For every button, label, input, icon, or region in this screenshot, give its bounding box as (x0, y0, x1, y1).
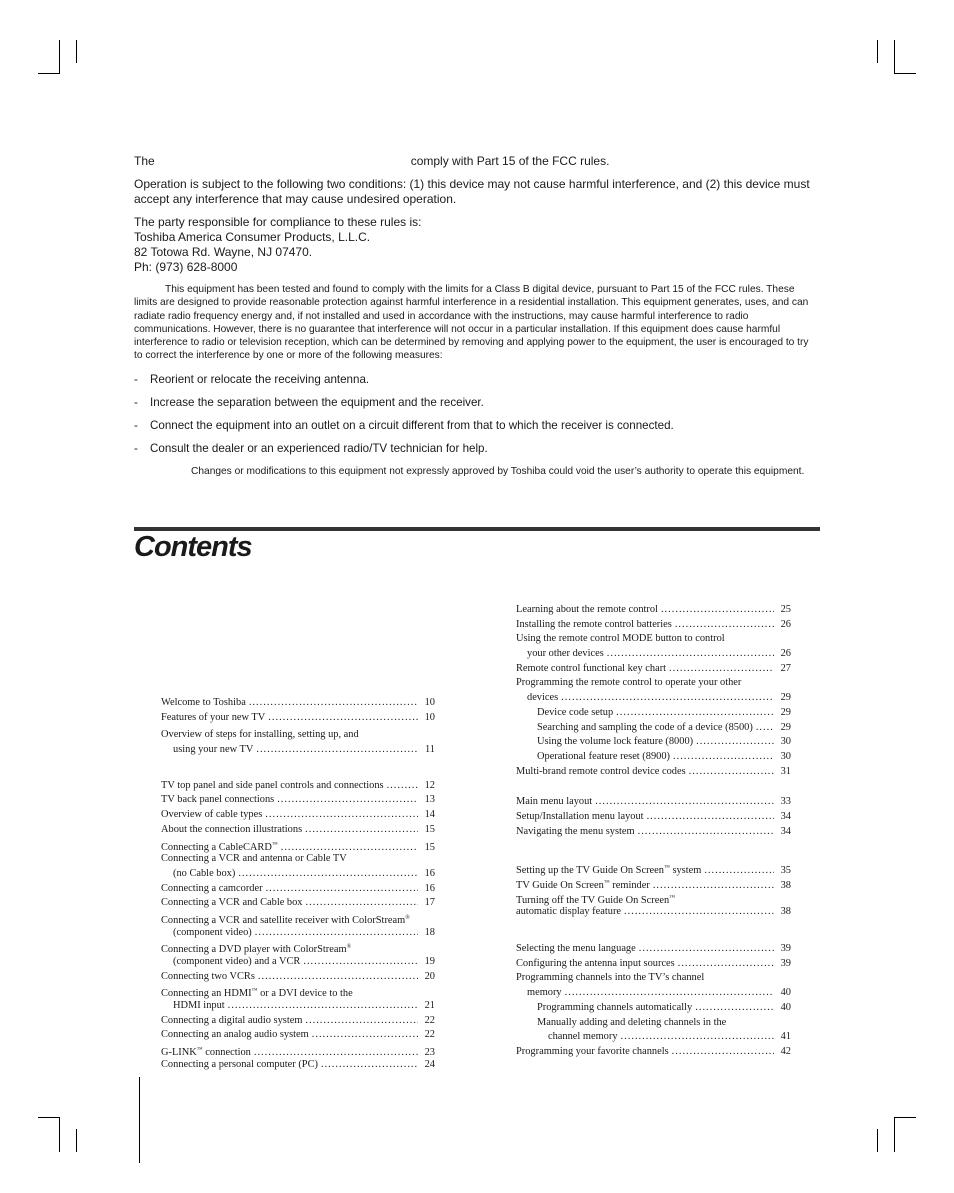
toc-entry-first-line: Connecting a VCR and satellite receiver with ColorStream (161, 914, 406, 926)
toc-entry-title: TV top panel and side panel controls and connections (161, 779, 384, 791)
toc-entry[interactable] (161, 823, 435, 838)
measure-text: Increase the separation between the equipment and the receiver. (150, 396, 484, 409)
crop-mark (894, 1117, 895, 1152)
toc-entry-title: using your new TV (173, 744, 254, 756)
toc-leader (277, 793, 418, 808)
bullet-dash: - (134, 396, 138, 409)
toc-entry-title: Navigating the menu system (516, 825, 635, 837)
toc-entry[interactable] (516, 905, 791, 920)
crop-mark (76, 1129, 77, 1152)
toc-entry[interactable] (161, 1014, 435, 1029)
toc-leader (756, 721, 774, 736)
party-line: Toshiba America Consumer Products, L.L.C. (134, 230, 371, 244)
party-line: The party responsible for compliance to these rules is: (134, 215, 422, 229)
trademark-symbol: ™ (603, 880, 610, 886)
toc-page-number: 13 (424, 794, 435, 806)
toc-page-number: 35 (780, 865, 791, 877)
toc-leader (678, 957, 774, 972)
toc-leader (306, 896, 418, 911)
crop-mark (894, 73, 916, 74)
fcc-measures-list (134, 372, 818, 456)
toc-entry[interactable] (516, 942, 791, 957)
crop-mark (894, 1117, 916, 1118)
fcc-statement: This equipment has been tested and found to comply with the limits for a Class B digital device, pursuant to Part 15 of the FCC rules. These limits are designed to provide reasonable protection against harmful interference in a residential installation. This equipment generates, uses, and can radiate radio frequency energy and, if not installed and used in accordance with the instructions, may cause harmful interference to radio communications. However, there is no guarantee that interference will not occur in a particular installation. If this equipment does cause harmful interference to radio or television reception, which can be determined by removing and applying power to the equipment, the user is encouraged to try to correct the interference by one or more of the following measures: (134, 284, 809, 362)
toc-entry-title: Remote control functional key chart (516, 662, 667, 674)
toc-entry[interactable] (516, 1001, 791, 1016)
toc-page-number: 40 (780, 1001, 791, 1013)
toc-leader (565, 986, 774, 1001)
bullet-dash: - (134, 419, 138, 432)
crop-mark (59, 1117, 60, 1152)
toc-entry-title: channel memory (548, 1031, 618, 1043)
toc-entry[interactable] (516, 986, 791, 1001)
toc-entry-title: TV Guide On Screen (516, 880, 604, 891)
toc-page-number: 19 (424, 956, 435, 967)
toc-entry[interactable] (161, 711, 435, 726)
toc-leader (616, 706, 774, 721)
party-line: 82 Totowa Rd. Wayne, NJ 07470. (134, 245, 313, 259)
toc-entry-title: Programming your favorite channels (516, 1045, 669, 1057)
toc-page-number: 33 (780, 796, 791, 808)
toc-entry[interactable] (516, 691, 791, 706)
toc-page-number: 11 (424, 744, 435, 756)
toc-entry-title: Connecting a digital audio system (161, 1014, 303, 1026)
toc-page-number: 22 (424, 1029, 435, 1041)
toc-entry[interactable] (516, 618, 791, 633)
toc-entry-first-line: Connecting a DVD player with ColorStream (161, 944, 347, 956)
contents-title: Contents (134, 531, 252, 563)
toc-leader (321, 1058, 418, 1073)
crop-mark (877, 40, 878, 63)
toc-entry-title: Main menu layout (516, 796, 593, 808)
toc-entry[interactable] (161, 696, 435, 711)
toc-entry[interactable] (516, 1045, 791, 1060)
toc-entry-title: Connecting two VCRs (161, 970, 255, 982)
toc-leader (305, 823, 418, 838)
fcc-intro-lead: The (134, 154, 155, 168)
fcc-conditions: Operation is subject to the following two conditions: (1) this device may not cause harmful interference, and (2) this device must accept any interference that may cause undesired operation. (134, 177, 810, 206)
toc-entry-title: Using the volume lock feature (8000) (537, 736, 694, 748)
toc-entry-title: Setting up the TV Guide On Screen (516, 865, 664, 877)
toc-entry[interactable] (516, 750, 791, 765)
toc-page-number: 40 (780, 987, 791, 999)
toc-entry-title-tail: reminder (609, 880, 650, 891)
measure-item (134, 418, 818, 433)
toc-page-number: 26 (780, 618, 791, 630)
toc-entry[interactable] (516, 735, 791, 750)
toc-entry[interactable] (161, 793, 435, 808)
registered-symbol: ® (346, 944, 352, 951)
toc-leader (647, 810, 774, 825)
crop-mark (894, 40, 895, 74)
toc-page-number: 17 (424, 897, 435, 909)
toc-entry-first-line: Connecting a VCR and antenna or Cable TV (161, 853, 347, 865)
toc-page-number: 22 (424, 1014, 435, 1026)
toc-leader (387, 779, 418, 794)
measure-item (134, 441, 818, 456)
toc-page-number: 18 (424, 926, 435, 938)
toc-entry-title: Connecting a personal computer (PC) (161, 1058, 318, 1070)
toc-entry-title-tail: system (669, 865, 702, 877)
toc-entry-title: Connecting a VCR and Cable box (161, 897, 303, 909)
toc-entry-title: Connecting a camcorder (161, 882, 263, 894)
toc-leader (695, 1001, 774, 1016)
toc-entry-title: Connecting a CableCARD (161, 841, 272, 853)
toc-entry[interactable] (516, 957, 791, 972)
toc-entry[interactable] (516, 810, 791, 825)
toc-page-number: 30 (780, 750, 791, 762)
toc-page-number: 38 (780, 880, 791, 891)
toc-entry[interactable] (516, 765, 791, 780)
toc-entry-first-line: Programming channels into the TV’s channel (516, 972, 705, 984)
toc-leader (312, 1028, 418, 1043)
toc-page-number: 26 (780, 648, 791, 660)
toc-entry[interactable] (161, 867, 435, 882)
toc-page-number: 21 (424, 1000, 435, 1012)
toc-page-number: 10 (424, 711, 435, 723)
toc-entry-title: Welcome to Toshiba (161, 697, 246, 708)
toc-page-number: 39 (780, 943, 791, 955)
toc-leader (255, 926, 418, 941)
toc-entry[interactable] (516, 662, 791, 677)
toc-leader (561, 691, 774, 706)
bullet-dash: - (134, 442, 138, 455)
toc-leader (689, 765, 774, 780)
trademark-symbol: ™ (663, 865, 670, 872)
toc-entry[interactable] (161, 999, 435, 1014)
toc-leader (675, 618, 774, 633)
toc-leader (595, 795, 774, 810)
toc-leader (621, 1030, 774, 1045)
measure-text: Reorient or relocate the receiving antenna. (150, 373, 370, 386)
toc-leader (228, 999, 418, 1014)
toc-entry[interactable] (161, 808, 435, 823)
toc-entry[interactable] (161, 882, 435, 897)
toc-entry[interactable] (516, 861, 791, 876)
toc-entry-title: About the connection illustrations (161, 823, 303, 835)
toc-entry-title: (component video) (173, 926, 252, 938)
toc-entry-title: Configuring the antenna input sources (516, 957, 675, 969)
toc-entry-first-line: Programming the remote control to operate your other (516, 677, 742, 689)
toc-page-number: 24 (424, 1058, 435, 1070)
toc-entry-title: Overview of cable types (161, 809, 263, 821)
fcc-caution: Changes or modifications to this equipment not expressly approved by Toshiba could void the user’s authority to operate this equipment. (191, 466, 805, 477)
toc-entry[interactable] (516, 721, 791, 736)
toc-page-number: 30 (780, 736, 791, 748)
crop-mark (139, 1077, 140, 1163)
toc-entry-title: Learning about the remote control (516, 604, 658, 615)
toc-page-number: 16 (424, 882, 435, 894)
toc-leader (305, 1014, 418, 1029)
toc-entry-title: devices (527, 692, 559, 704)
toc-entry[interactable] (161, 955, 435, 970)
toc-entry[interactable] (516, 825, 791, 840)
toc-entry-first-line: Turning off the TV Guide On Screen (516, 894, 670, 906)
toc-leader (638, 825, 774, 840)
toc-leader (268, 711, 418, 726)
toc-entry-first-line: Overview of steps for installing, setting up, and (161, 729, 359, 741)
toc-leader (672, 1045, 774, 1060)
toc-leader (256, 743, 418, 758)
toc-leader (696, 735, 774, 750)
registered-symbol: ® (405, 914, 410, 921)
toc-page-number: 14 (424, 809, 435, 821)
toc-entry[interactable] (161, 970, 435, 985)
toc-entry-first-line: Connecting an HDMI (161, 988, 252, 1000)
measure-text: Connect the equipment into an outlet on a circuit different from that to which the receiver is connected. (150, 419, 674, 432)
toc-entry-title: HDMI input (173, 1000, 225, 1012)
toc-entry[interactable] (516, 1030, 791, 1045)
toc-leader (303, 955, 418, 970)
toc-entry[interactable] (516, 647, 791, 662)
toc-leader (266, 882, 418, 897)
toc-entry-title: Setup/Installation menu layout (516, 810, 644, 822)
toc-page-number: 41 (780, 1031, 791, 1043)
crop-mark (38, 73, 60, 74)
toc-leader (238, 867, 418, 882)
toc-page-number: 10 (424, 697, 435, 708)
toc-page-number: 23 (424, 1047, 435, 1059)
toc-entry-title-tail: connection (202, 1047, 251, 1059)
crop-mark (76, 40, 77, 63)
toc-entry[interactable] (161, 926, 435, 941)
toc-entry-title: Selecting the menu language (516, 943, 636, 955)
measure-item (134, 372, 818, 387)
toc-entry[interactable] (161, 1028, 435, 1043)
toc-page-number: 15 (424, 841, 435, 853)
bullet-dash: - (134, 373, 138, 386)
toc-right-column (516, 603, 791, 1060)
toc-entry-title: (component video) and a VCR (173, 956, 301, 967)
crop-mark (877, 1129, 878, 1152)
fcc-responsible-party (134, 215, 818, 275)
trademark-symbol: ™ (271, 841, 278, 848)
toc-page-number: 34 (780, 810, 791, 822)
toc-page-number: 29 (780, 706, 791, 718)
toc-entry-first-line-tail: or a DVI device to the (257, 988, 353, 1000)
toc-page-number: 27 (780, 662, 791, 674)
toc-page-number: 20 (424, 970, 435, 982)
toc-entry[interactable] (516, 795, 791, 810)
toc-leader (704, 864, 774, 879)
toc-entry-title: Installing the remote control batteries (516, 618, 672, 630)
toc-page-number: 39 (780, 957, 791, 969)
crop-mark (38, 1117, 60, 1118)
crop-mark (59, 40, 60, 74)
toc-entry-title: TV back panel connections (161, 794, 275, 806)
toc-entry-first-line: Using the remote control MODE button to control (516, 633, 725, 645)
toc-left-column (161, 696, 435, 1073)
measure-item (134, 395, 818, 410)
toc-entry[interactable] (161, 838, 435, 853)
toc-leader (265, 808, 418, 823)
toc-entry[interactable] (161, 896, 435, 911)
toc-entry[interactable] (516, 706, 791, 721)
toc-entry-title: (no Cable box) (173, 867, 236, 879)
toc-page-number: 31 (780, 765, 791, 777)
toc-leader (669, 662, 774, 677)
toc-leader (673, 750, 774, 765)
toc-leader (249, 696, 418, 711)
toc-entry-title: Features of your new TV (161, 711, 266, 723)
toc-leader (607, 647, 774, 662)
trademark-symbol: ™ (669, 894, 676, 901)
toc-leader (639, 942, 774, 957)
toc-entry-title: automatic display feature (516, 906, 622, 918)
measure-text: Consult the dealer or an experienced radio/TV technician for help. (150, 442, 488, 455)
toc-page-number: 29 (780, 692, 791, 704)
toc-entry-title: Multi-brand remote control device codes (516, 765, 686, 777)
toc-leader (624, 905, 774, 920)
toc-page-number: 42 (780, 1045, 791, 1057)
trademark-symbol: ™ (251, 988, 258, 995)
fcc-intro (134, 154, 818, 169)
toc-entry-first-line: Manually adding and deleting channels in the (537, 1016, 727, 1028)
toc-entry-title: Programming channels automatically (537, 1001, 693, 1013)
fcc-intro-tail: comply with Part 15 of the FCC rules. (410, 154, 610, 168)
toc-page-number: 16 (424, 867, 435, 879)
toc-entry[interactable] (161, 743, 435, 758)
toc-entry-title: your other devices (527, 648, 604, 660)
toc-entry[interactable] (161, 779, 435, 794)
trademark-symbol: ™ (196, 1047, 203, 1054)
toc-page-number: 29 (780, 721, 791, 733)
party-line: Ph: (973) 628-8000 (134, 260, 238, 274)
toc-leader (661, 603, 774, 618)
toc-leader (258, 970, 418, 985)
toc-page-number: 25 (780, 604, 791, 615)
toc-entry-title: Searching and sampling the code of a device (8500) (537, 721, 753, 733)
toc-page-number: 38 (780, 906, 791, 918)
toc-entry-title: G-LINK (161, 1047, 197, 1059)
toc-page-number: 15 (424, 823, 435, 835)
toc-entry-title: Operational feature reset (8900) (537, 750, 670, 762)
toc-entry[interactable] (516, 603, 791, 618)
toc-entry[interactable] (516, 876, 791, 891)
toc-entry-title: Device code setup (537, 706, 614, 718)
toc-entry-title: Connecting an analog audio system (161, 1029, 309, 1041)
toc-entry-title: memory (527, 987, 562, 999)
toc-entry[interactable] (161, 1043, 435, 1058)
toc-page-number: 34 (780, 825, 791, 837)
toc-page-number: 12 (424, 779, 435, 791)
toc-entry[interactable] (161, 1058, 435, 1073)
